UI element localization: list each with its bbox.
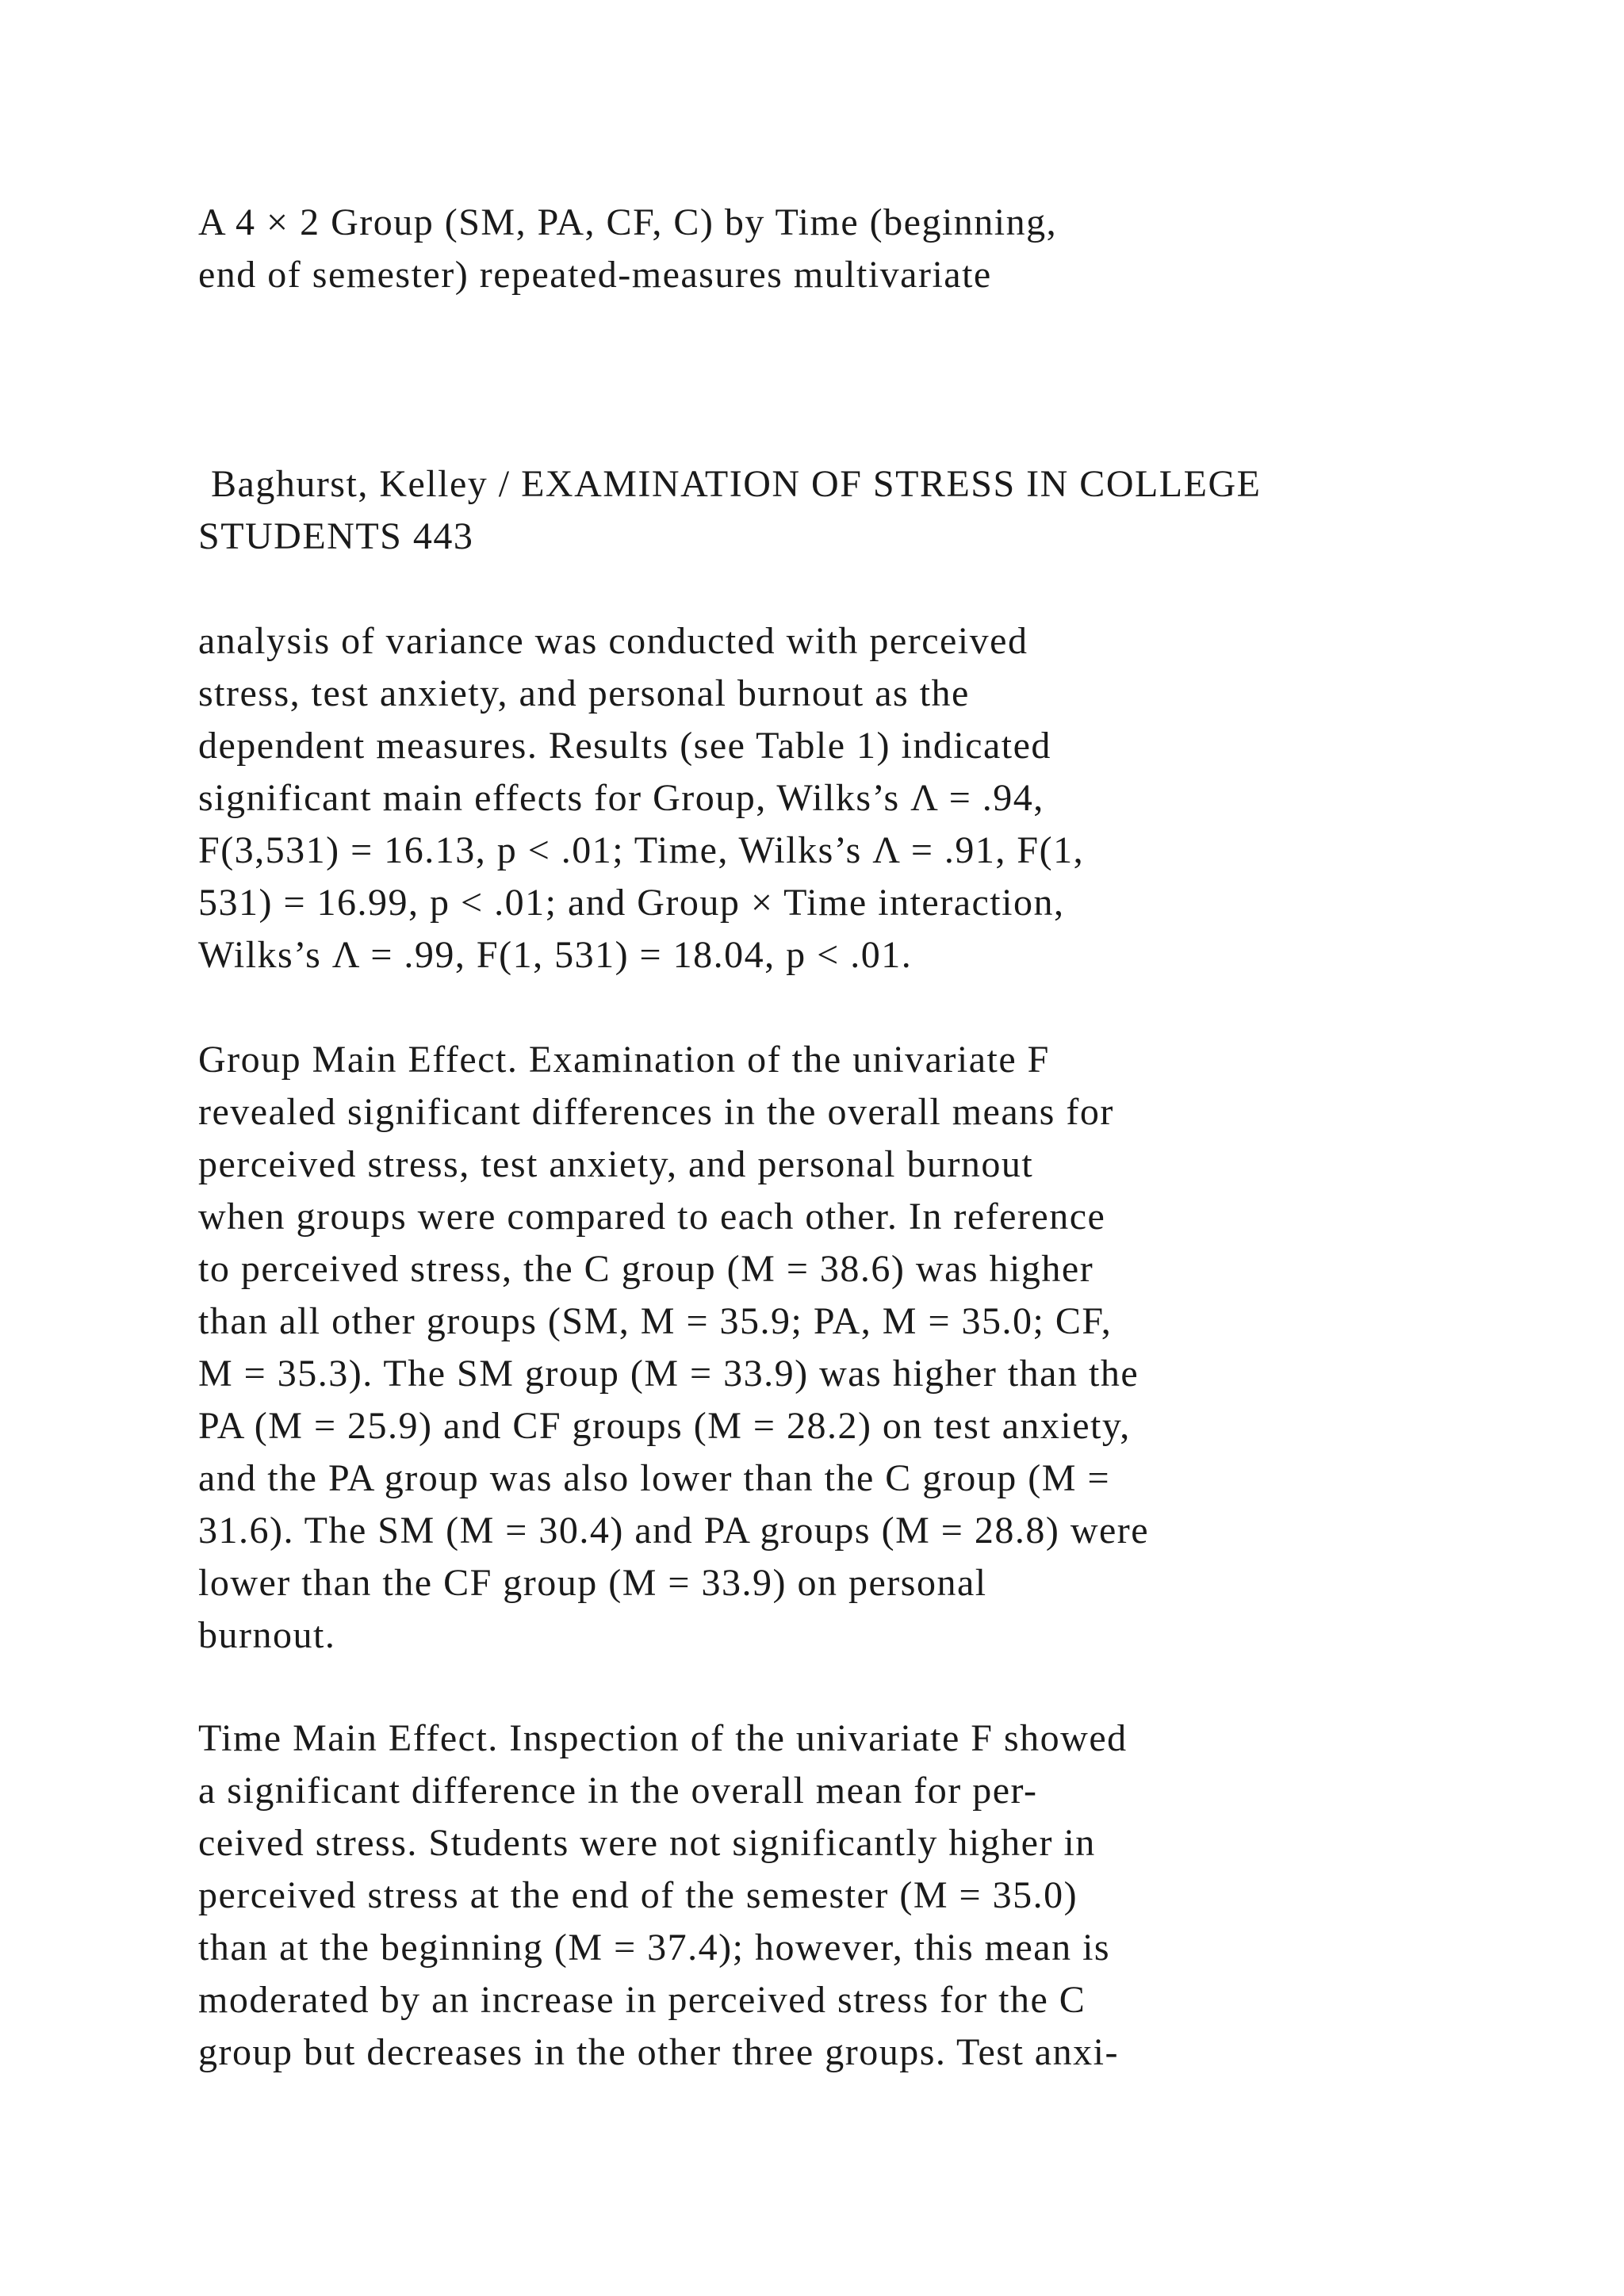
text-line: a significant difference in the overall mean for per- — [198, 1770, 1038, 1812]
paragraph-time-main-effect — [198, 1712, 1562, 2079]
text-line: F(3,531) = 16.13, p < .01; Time, Wilks’s Λ = .91, F(1, — [198, 829, 1085, 871]
text-line: end of semester) repeated-measures multivariate — [198, 254, 992, 296]
text-line: Time Main Effect. Inspection of the univariate F showed — [198, 1717, 1128, 1759]
text-line: dependent measures. Results (see Table 1) indicated — [198, 725, 1051, 767]
text-line: lower than the CF group (M = 33.9) on personal — [198, 1562, 987, 1604]
text-line: and the PA group was also lower than the C group (M = — [198, 1457, 1111, 1499]
text-line: perceived stress at the end of the semester (M = 35.0) — [198, 1874, 1078, 1916]
text-line: significant main effects for Group, Wilks’s Λ = .94, — [198, 777, 1044, 819]
text-line: than all other groups (SM, M = 35.9; PA, M = 35.0; CF, — [198, 1300, 1113, 1342]
text-line: stress, test anxiety, and personal burnout as the — [198, 672, 970, 714]
text-line: 31.6). The SM (M = 30.4) and PA groups (M = 28.8) were — [198, 1510, 1150, 1552]
text-line: moderated by an increase in perceived stress for the C — [198, 1979, 1086, 2021]
text-line: analysis of variance was conducted with perceived — [198, 620, 1028, 662]
text-line: A 4 × 2 Group (SM, PA, CF, C) by Time (beginning, — [198, 201, 1058, 243]
text-line: perceived stress, test anxiety, and personal burnout — [198, 1143, 1034, 1185]
text-line: PA (M = 25.9) and CF groups (M = 28.2) on test anxiety, — [198, 1405, 1131, 1447]
text-line: when groups were compared to each other. In reference — [198, 1196, 1106, 1238]
text-line: M = 35.3). The SM group (M = 33.9) was higher than the — [198, 1353, 1139, 1395]
text-line: Baghurst, Kelley / EXAMINATION OF STRESS IN COLLEGE — [211, 463, 1262, 505]
text-line: STUDENTS 443 — [198, 515, 474, 557]
text-line: than at the beginning (M = 37.4); however, this mean is — [198, 1927, 1111, 1969]
text-line: 531) = 16.99, p < .01; and Group × Time interaction, — [198, 882, 1065, 924]
paragraph-results — [198, 615, 1562, 982]
text-line: ceived stress. Students were not significantly higher in — [198, 1822, 1096, 1864]
paragraph-group-main-effect — [198, 1034, 1562, 1662]
text-line: Group Main Effect. Examination of the univariate F — [198, 1039, 1050, 1081]
running-header — [198, 458, 1562, 563]
text-line: revealed significant differences in the overall means for — [198, 1091, 1114, 1133]
text-line: Wilks’s Λ = .99, F(1, 531) = 18.04, p < .01. — [198, 934, 913, 976]
intro-text — [198, 197, 1562, 301]
text-line: burnout. — [198, 1614, 336, 1656]
text-line: to perceived stress, the C group (M = 38.6) was higher — [198, 1248, 1094, 1290]
text-line: group but decreases in the other three groups. Test anxi- — [198, 2031, 1119, 2073]
